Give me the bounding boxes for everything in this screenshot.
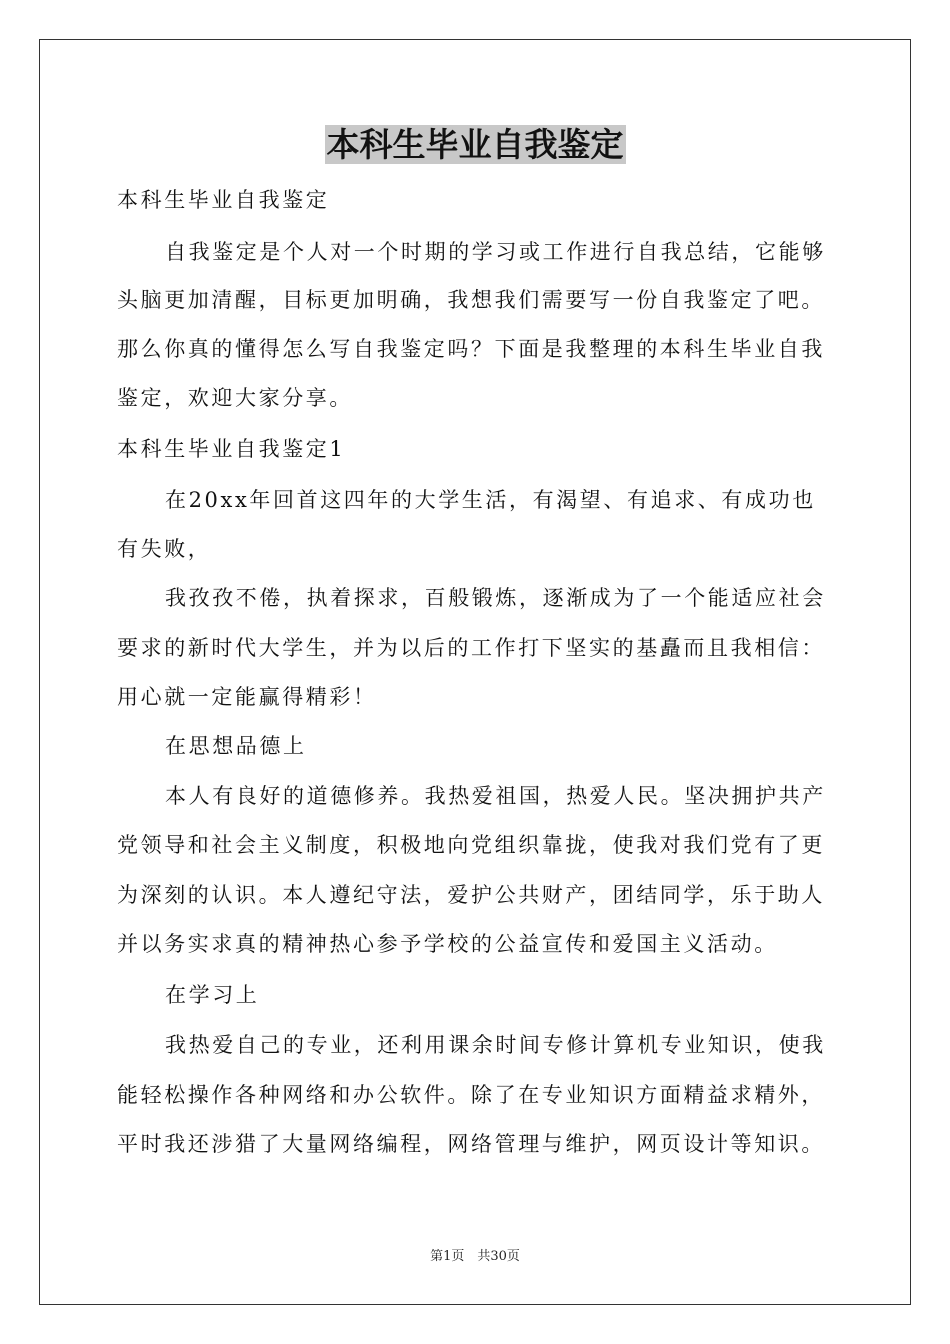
paragraph-line: 能轻松操作各种网络和办公软件。除了在专业知识方面精益求精外， — [117, 1083, 825, 1107]
paragraph-line: 我孜孜不倦，执着探求，百般锻炼，逐渐成为了一个能适应社会 — [165, 586, 826, 610]
page-footer: 第1页 共30页 — [430, 1249, 520, 1264]
paragraph-line: 并以务实求真的精神热心参予学校的公益宣传和爱国主义活动。 — [117, 932, 778, 956]
paragraph-line: 我热爱自己的专业，还利用课余时间专修计算机专业知识，使我 — [165, 1033, 826, 1057]
paragraph-line: 要求的新时代大学生，并为以后的工作打下坚实的基矗而且我相信： — [117, 636, 825, 660]
paragraph-line: 有失败， — [117, 537, 212, 561]
document-subtitle: 本科生毕业自我鉴定 — [117, 188, 330, 212]
subsection-heading: 在学习上 — [165, 983, 260, 1007]
paragraph-line: 自我鉴定是个人对一个时期的学习或工作进行自我总结，它能够 — [165, 240, 826, 264]
paragraph-line: 鉴定，欢迎大家分享。 — [117, 386, 353, 410]
paragraph-line: 党领导和社会主义制度，积极地向党组织靠拢，使我对我们党有了更 — [117, 833, 825, 857]
section-heading: 本科生毕业自我鉴定1 — [117, 437, 346, 461]
document-title-text: 本科生毕业自我鉴定 — [326, 125, 624, 164]
paragraph-line: 在20xx年回首这四年的大学生活，有渴望、有追求、有成功也 — [165, 488, 816, 512]
paragraph-line: 头脑更加清醒，目标更加明确，我想我们需要写一份自我鉴定了吧。 — [117, 288, 825, 312]
paragraph-line: 那么你真的懂得怎么写自我鉴定吗？下面是我整理的本科生毕业自我 — [117, 337, 825, 361]
paragraph-line: 用心就一定能赢得精彩！ — [117, 685, 377, 709]
paragraph-line: 本人有良好的道德修养。我热爱祖国，热爱人民。坚决拥护共产 — [165, 784, 826, 808]
page-border — [39, 39, 911, 1305]
paragraph-line: 平时我还涉猎了大量网络编程，网络管理与维护，网页设计等知识。 — [117, 1132, 825, 1156]
document-title — [0, 123, 950, 167]
subsection-heading: 在思想品德上 — [165, 734, 307, 758]
paragraph-line: 为深刻的认识。本人遵纪守法，爱护公共财产，团结同学，乐于助人 — [117, 883, 825, 907]
